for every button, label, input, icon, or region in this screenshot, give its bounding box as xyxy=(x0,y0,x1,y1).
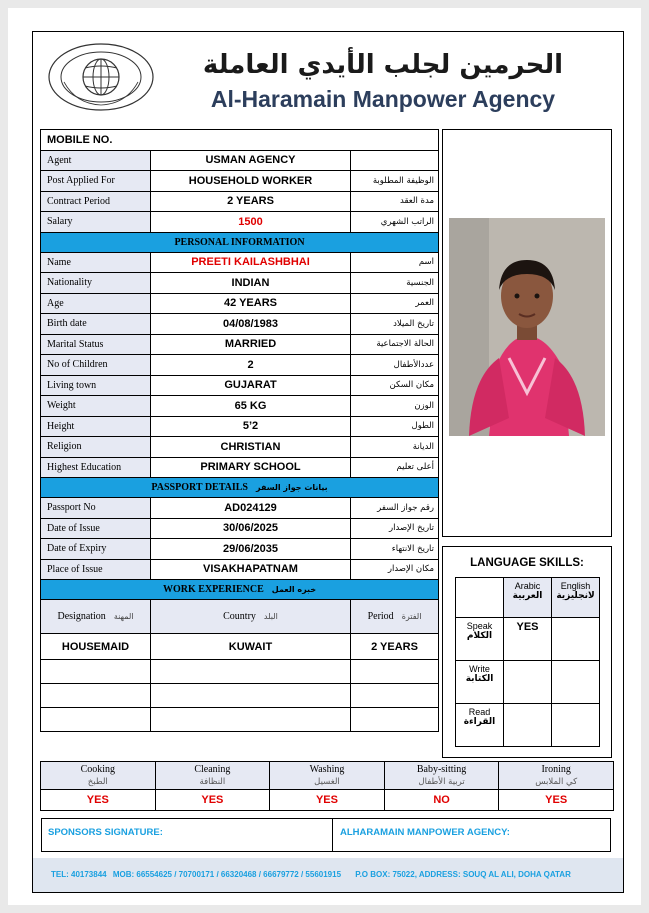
contract-field-label-arabic xyxy=(351,150,439,171)
skill-name: Cooking الطبخ xyxy=(41,762,156,790)
skill-value: YES xyxy=(499,790,614,811)
passport-field-value: 29/06/2035 xyxy=(151,539,351,560)
personal-field-label-arabic: الجنسية xyxy=(351,273,439,294)
passport-field-value: AD024129 xyxy=(151,498,351,519)
personal-field-label: No of Children xyxy=(41,355,151,376)
work-experience-header: WORK EXPERIENCE خبره العمل xyxy=(41,580,439,600)
personal-field-label: Marital Status xyxy=(41,334,151,355)
passport-field-label: Date of Issue xyxy=(41,518,151,539)
candidate-photo xyxy=(449,218,605,436)
work-experience-columns xyxy=(41,600,439,634)
contract-field-label: Contract Period xyxy=(41,191,151,212)
work-experience-header-row xyxy=(41,580,439,600)
passport-details-header: PASSPORT DETAILS بيانات جواز السفر xyxy=(41,478,439,498)
personal-field-row xyxy=(41,273,439,294)
footer-tel: TEL: 40173844 xyxy=(51,870,107,879)
photo-frame xyxy=(442,129,612,537)
globe-logo-icon xyxy=(46,42,156,112)
passport-field-value: VISAKHAPATNAM xyxy=(151,559,351,580)
contract-field-row xyxy=(41,171,439,192)
contract-field-label-arabic: الوظيفة المطلوبة xyxy=(351,171,439,192)
personal-field-label: Height xyxy=(41,416,151,437)
language-corner-cell xyxy=(456,578,504,618)
agency-title-arabic: الحرمين لجلب الأيدي العاملة xyxy=(202,50,564,80)
work-experience-empty-row xyxy=(41,660,439,684)
personal-field-value: 5’2 xyxy=(151,416,351,437)
personal-field-row xyxy=(41,375,439,396)
personal-field-label-arabic: اسم xyxy=(351,252,439,273)
language-skills-title: LANGUAGE SKILLS: xyxy=(470,557,584,569)
personal-field-label: Living town xyxy=(41,375,151,396)
language-skills-table xyxy=(455,577,600,747)
passport-field-label: Passport No xyxy=(41,498,151,519)
work-empty-cell xyxy=(151,660,351,684)
sponsor-signature-label: SPONSORS SIGNATURE: xyxy=(48,827,163,838)
contract-field-label: Salary xyxy=(41,212,151,233)
skill-name: Ironing كي الملابس xyxy=(499,762,614,790)
work-empty-cell xyxy=(41,660,151,684)
personal-field-value: GUJARAT xyxy=(151,375,351,396)
language-read-arabic xyxy=(504,704,552,747)
contract-field-value: 1500 xyxy=(151,212,351,233)
language-arabic-header: Arabic العربية xyxy=(504,578,552,618)
contract-field-row xyxy=(41,191,439,212)
personal-info-header: PERSONAL INFORMATION xyxy=(41,232,439,252)
personal-field-label: Birth date xyxy=(41,314,151,335)
passport-field-row xyxy=(41,518,439,539)
personal-field-value: 42 YEARS xyxy=(151,293,351,314)
skills-value-row xyxy=(41,790,614,811)
passport-details-header-row xyxy=(41,478,439,498)
personal-field-label: Weight xyxy=(41,396,151,417)
personal-field-label: Religion xyxy=(41,437,151,458)
passport-field-label: Place of Issue xyxy=(41,559,151,580)
work-empty-cell xyxy=(41,708,151,732)
personal-field-row xyxy=(41,314,439,335)
language-speak-label: Speak الكلام xyxy=(456,618,504,661)
passport-field-label-arabic: تاريخ الإصدار xyxy=(351,518,439,539)
work-experience-empty-row xyxy=(41,684,439,708)
work-designation: HOUSEMAID xyxy=(41,634,151,660)
work-empty-cell xyxy=(351,708,439,732)
personal-field-label: Age xyxy=(41,293,151,314)
personal-field-row xyxy=(41,416,439,437)
personal-field-value: 2 xyxy=(151,355,351,376)
header xyxy=(43,38,613,120)
contract-field-row xyxy=(41,150,439,171)
personal-field-label-arabic: الديانة xyxy=(351,437,439,458)
language-speak-arabic: YES xyxy=(504,618,552,661)
contract-field-label-arabic: مدة العقد xyxy=(351,191,439,212)
language-read-english xyxy=(552,704,600,747)
page xyxy=(8,8,641,905)
personal-info-header-row xyxy=(41,232,439,252)
skill-value: YES xyxy=(41,790,156,811)
passport-field-label: Date of Expiry xyxy=(41,539,151,560)
work-experience-empty-row xyxy=(41,708,439,732)
personal-field-value: INDIAN xyxy=(151,273,351,294)
work-empty-cell xyxy=(151,684,351,708)
work-col-period: Period الفترة xyxy=(351,600,439,634)
skill-value: YES xyxy=(270,790,385,811)
personal-field-value: 04/08/1983 xyxy=(151,314,351,335)
passport-field-row xyxy=(41,539,439,560)
personal-field-row xyxy=(41,293,439,314)
personal-field-row xyxy=(41,457,439,478)
skills-table xyxy=(40,761,614,811)
passport-field-label-arabic: رقم جواز السفر xyxy=(351,498,439,519)
personal-field-row xyxy=(41,437,439,458)
contract-field-value: HOUSEHOLD WORKER xyxy=(151,171,351,192)
personal-field-label-arabic: الطول xyxy=(351,416,439,437)
language-write-english xyxy=(552,661,600,704)
work-empty-cell xyxy=(351,660,439,684)
language-skills-box xyxy=(442,546,612,758)
contract-field-label: Agent xyxy=(41,150,151,171)
passport-field-row xyxy=(41,498,439,519)
passport-field-row xyxy=(41,559,439,580)
personal-field-value: PRIMARY SCHOOL xyxy=(151,457,351,478)
personal-field-label-arabic: أعلى تعليم xyxy=(351,457,439,478)
work-empty-cell xyxy=(351,684,439,708)
personal-field-label: Name xyxy=(41,252,151,273)
personal-field-row xyxy=(41,355,439,376)
personal-field-row xyxy=(41,396,439,417)
contract-field-label-arabic: الراتب الشهري xyxy=(351,212,439,233)
mobile-label: MOBILE NO. xyxy=(41,130,439,151)
personal-field-label-arabic: العمر xyxy=(351,293,439,314)
work-period: 2 YEARS xyxy=(351,634,439,660)
work-col-designation: Designation المهنة xyxy=(41,600,151,634)
mobile-row xyxy=(41,130,439,151)
contract-field-label: Post Applied For xyxy=(41,171,151,192)
personal-field-value: 65 KG xyxy=(151,396,351,417)
passport-field-label-arabic: مكان الإصدار xyxy=(351,559,439,580)
personal-field-label: Highest Education xyxy=(41,457,151,478)
personal-field-value: CHRISTIAN xyxy=(151,437,351,458)
skill-name: Baby-sitting تربية الأطفال xyxy=(384,762,499,790)
skills-header-row xyxy=(41,762,614,790)
personal-field-label-arabic: الوزن xyxy=(351,396,439,417)
language-english-header: English لانجليزية xyxy=(552,578,600,618)
personal-field-row xyxy=(41,334,439,355)
personal-field-label-arabic: الحالة الاجتماعية xyxy=(351,334,439,355)
personal-field-row xyxy=(41,252,439,273)
personal-field-value: PREETI KAILASHBHAI xyxy=(151,252,351,273)
contract-field-value: 2 YEARS xyxy=(151,191,351,212)
work-col-country: Country البلد xyxy=(151,600,351,634)
skill-value: NO xyxy=(384,790,499,811)
contract-field-row xyxy=(41,212,439,233)
skill-name: Washing الغسيل xyxy=(270,762,385,790)
work-experience-row xyxy=(41,634,439,660)
personal-field-label-arabic: مكان السكن xyxy=(351,375,439,396)
skill-value: YES xyxy=(155,790,270,811)
personal-field-value: MARRIED xyxy=(151,334,351,355)
personal-field-label-arabic: تاريخ الميلاد xyxy=(351,314,439,335)
agency-signature-label: ALHARAMAIN MANPOWER AGENCY: xyxy=(340,827,510,838)
skill-name: Cleaning النظافة xyxy=(155,762,270,790)
language-speak-english xyxy=(552,618,600,661)
work-country: KUWAIT xyxy=(151,634,351,660)
passport-field-value: 30/06/2025 xyxy=(151,518,351,539)
language-write-label: Write الكتابة xyxy=(456,661,504,704)
personal-field-label-arabic: عددالأطفال xyxy=(351,355,439,376)
personal-field-label: Nationality xyxy=(41,273,151,294)
footer-pobox: P.O BOX: 75022, ADDRESS: SOUQ AL ALI, DOHA QATAR xyxy=(355,870,571,879)
language-read-label: Read القراءة xyxy=(456,704,504,747)
footer-contact xyxy=(33,858,623,892)
signature-divider xyxy=(332,819,333,851)
details-table xyxy=(40,129,439,732)
cv-sheet xyxy=(32,31,624,893)
work-empty-cell xyxy=(41,684,151,708)
passport-field-label-arabic: تاريخ الانتهاء xyxy=(351,539,439,560)
language-write-arabic xyxy=(504,661,552,704)
work-empty-cell xyxy=(151,708,351,732)
agency-title-english: Al-Haramain Manpower Agency xyxy=(210,86,556,112)
footer-mob: MOB: 66554625 / 70700171 / 66320468 / 66679772 / 55601915 xyxy=(112,870,342,879)
contract-field-value: USMAN AGENCY xyxy=(151,150,351,171)
signature-box xyxy=(41,818,611,852)
